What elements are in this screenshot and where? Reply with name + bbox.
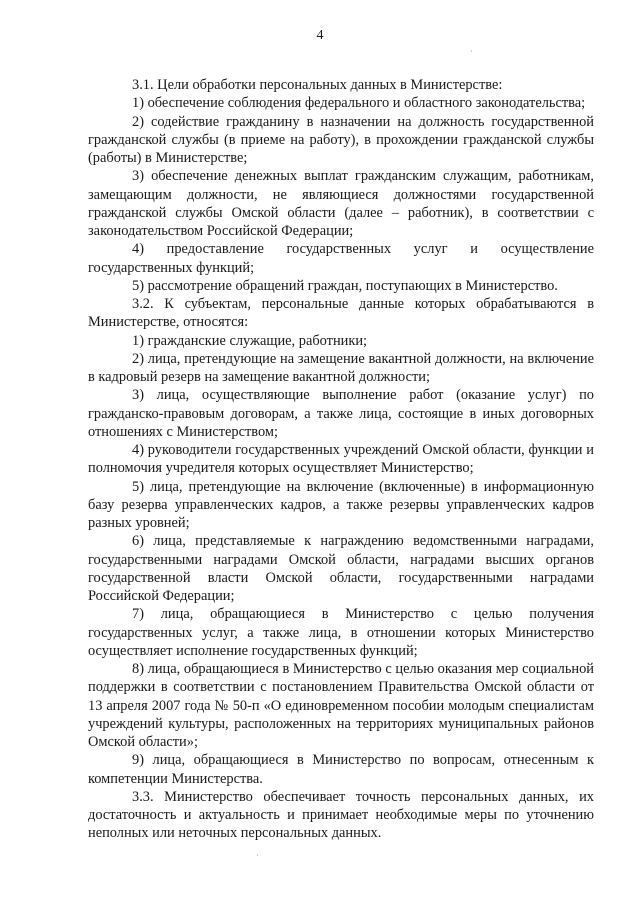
list-item: 5) лица, претендующие на включение (включенные) в информационную базу резерва управленческих кадров, а также резервы управленческих кадров разных уровней; xyxy=(88,478,594,531)
list-item: 4) предоставление государственных услуг и осуществление государственных функций; xyxy=(88,241,594,276)
list-item: 5) рассмотрение обращений граждан, поступающих в Министерство. xyxy=(132,277,558,294)
scan-speck: · xyxy=(470,47,473,56)
scan-speck: · xyxy=(256,851,259,860)
document-body xyxy=(88,76,594,843)
list-item: 2) содействие гражданину в назначении на должность государственной гражданской службы (в приеме на работу), в прохождении гражданской службы (работы) в Министерстве; xyxy=(88,113,594,166)
list-item: 3) лица, осуществляющие выполнение работ (оказание услуг) по гражданско-правовым договорам, а также лица, состоящие в иных договорных отношениях с Министерством; xyxy=(88,387,594,440)
list-item: 3) обеспечение денежных выплат гражданским служащим, работникам, замещающим должности, не являющиеся должностями государственной гражданской службы Омской области (далее – работник), в соответствии с законодательством Российской Федерации; xyxy=(88,168,594,239)
list-item: 4) руководители государственных учреждений Омской области, функции и полномочия учредителя которых осуществляет Министерство; xyxy=(88,442,594,477)
list-item: 2) лица, претендующие на замещение вакантной должности, на включение в кадровый резерв на замещение вакантной должности; xyxy=(88,350,594,385)
list-item: 1) обеспечение соблюдения федерального и областного законодательства; xyxy=(132,95,586,112)
list-item: 6) лица, представляемые к награждению ведомственными наградами, государственными наградами Омской области, наградами высших органов государственной власти Омской области, государственными наградами Российской Федерации; xyxy=(88,533,594,604)
page-number: 4 xyxy=(316,28,324,43)
section-paragraph-3-3: 3.3. Министерство обеспечивает точность персональных данных, их достаточность и актуальность и принимает необходимые меры по уточнению неполных или неточных персональных данных. xyxy=(88,788,594,842)
list-item: 9) лица, обращающиеся в Министерство по вопросам, отнесенным к компетенции Министерства. xyxy=(88,752,594,787)
section-heading-3-2: 3.2. К субъектам, персональные данные которых обрабатываются в Министерстве, относятся: xyxy=(88,296,594,331)
list-item: 7) лица, обращающиеся в Министерство с целью получения государственных услуг, а также лица, в отношении которых Министерство осуществляет исполнение государственных функций; xyxy=(88,606,594,659)
section-heading-3-1: 3.1. Цели обработки персональных данных в Министерстве: xyxy=(132,77,503,93)
list-item: 8) лица, обращающиеся в Министерство с целью оказания мер социальной поддержки в соответствии с постановлением Правительства Омской области от 13 апреля 2007 года № 50-п «О единовременном пособии молодым специалистам учреждений культуры, расположенных на территориях муниципальных районов Омской области»; xyxy=(88,661,594,750)
list-item: 1) гражданские служащие, работники; xyxy=(132,332,368,349)
